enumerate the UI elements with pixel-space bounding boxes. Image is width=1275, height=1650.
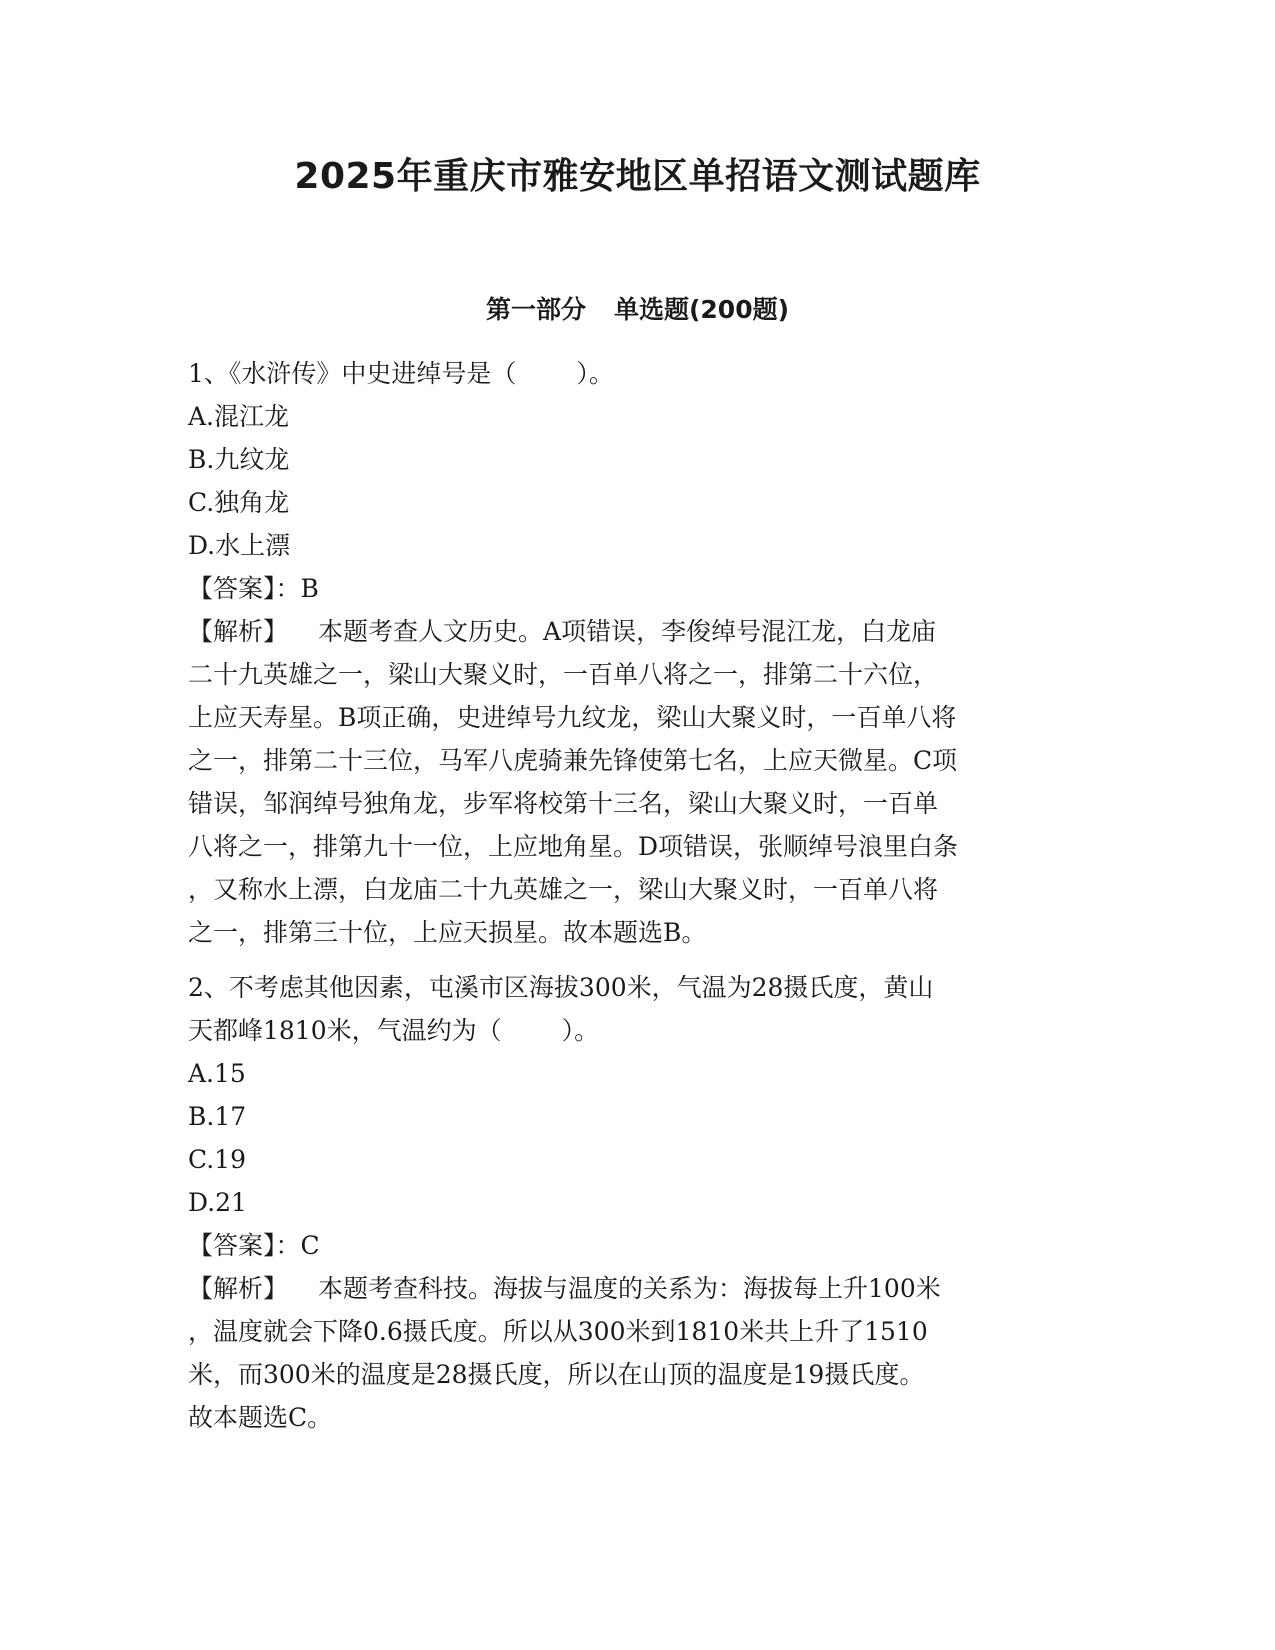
analysis-text: 故本题选C。: [188, 1403, 333, 1432]
section-part: 第一部分: [485, 295, 586, 324]
answer-line: [188, 567, 1088, 610]
answer-label: 【答案】：: [188, 574, 301, 603]
answer-label: 【答案】：: [188, 1231, 301, 1260]
document-title: 2025年重庆市雅安地区单招语文测试题库: [294, 156, 981, 197]
option-c: C.独角龙: [188, 488, 290, 517]
option-d: D.水上漂: [188, 531, 291, 560]
question-stem-end: ）。: [561, 1016, 600, 1045]
question-stem-end: ）。: [576, 359, 614, 388]
question-2: [188, 966, 1088, 1439]
option-a: A.15: [188, 1059, 246, 1088]
answer-line: [188, 1224, 1088, 1267]
option-b: B.17: [188, 1102, 247, 1131]
option-d: D.21: [188, 1188, 247, 1217]
answer-value: C: [300, 1231, 320, 1260]
analysis-line: [188, 1267, 1088, 1310]
answer-value: B: [300, 574, 319, 603]
analysis-line: [188, 610, 1088, 653]
question-stem-text: 1、《水浒传》中史进绰号是（: [188, 359, 517, 388]
analysis-text: ，又称水上漂，白龙庙二十九英雄之一，梁山大聚义时，一百单八将: [188, 875, 939, 904]
question-1: [188, 352, 1088, 954]
analysis-text: 之一，排第二十三位，马军八虎骑兼先锋使第七名，上应天微星。C项: [188, 746, 958, 775]
analysis-text: 本题考查人文历史。A项错误，李俊绰号混江龙，白龙庙: [318, 617, 937, 646]
option-c: C.19: [188, 1145, 246, 1174]
analysis-text: 之一，排第三十位，上应天损星。故本题选B。: [188, 918, 707, 947]
analysis-text: 八将之一，排第九十一位，上应地角星。D项错误，张顺绰号浪里白条: [188, 832, 959, 861]
questions-body: [188, 352, 1088, 1439]
analysis-text: 错误，邹润绰号独角龙，步军将校第十三名，梁山大聚义时，一百单: [188, 789, 939, 818]
option-b: B.九纹龙: [188, 445, 290, 474]
option-a: A.混江龙: [188, 402, 290, 431]
question-stem-text: 天都峰1810米，气温约为（: [188, 1016, 502, 1045]
analysis-text: 本题考查科技。海拔与温度的关系为：海拔每上升100米: [318, 1274, 941, 1303]
question-stem: [188, 352, 1088, 395]
analysis-text: 二十九英雄之一，梁山大聚义时，一百单八将之一，排第二十六位，: [188, 660, 939, 689]
section-title: [0, 290, 1275, 326]
analysis-label: 【解析】: [188, 1274, 289, 1303]
analysis-text: 米，而300米的温度是28摄氏度，所以在山顶的温度是19摄氏度。: [188, 1360, 925, 1389]
analysis-label: 【解析】: [188, 617, 289, 646]
analysis-text: 上应天寿星。B项正确，史进绰号九纹龙，梁山大聚义时，一百单八将: [188, 703, 957, 732]
section-name: 单选题(200题): [613, 295, 790, 324]
question-stem: [188, 1009, 1088, 1052]
analysis-text: ，温度就会下降0.6摄氏度。所以从300米到1810米共上升了1510: [188, 1317, 928, 1346]
question-stem: 2、不考虑其他因素，屯溪市区海拔300米，气温为28摄氏度，黄山: [188, 973, 934, 1002]
